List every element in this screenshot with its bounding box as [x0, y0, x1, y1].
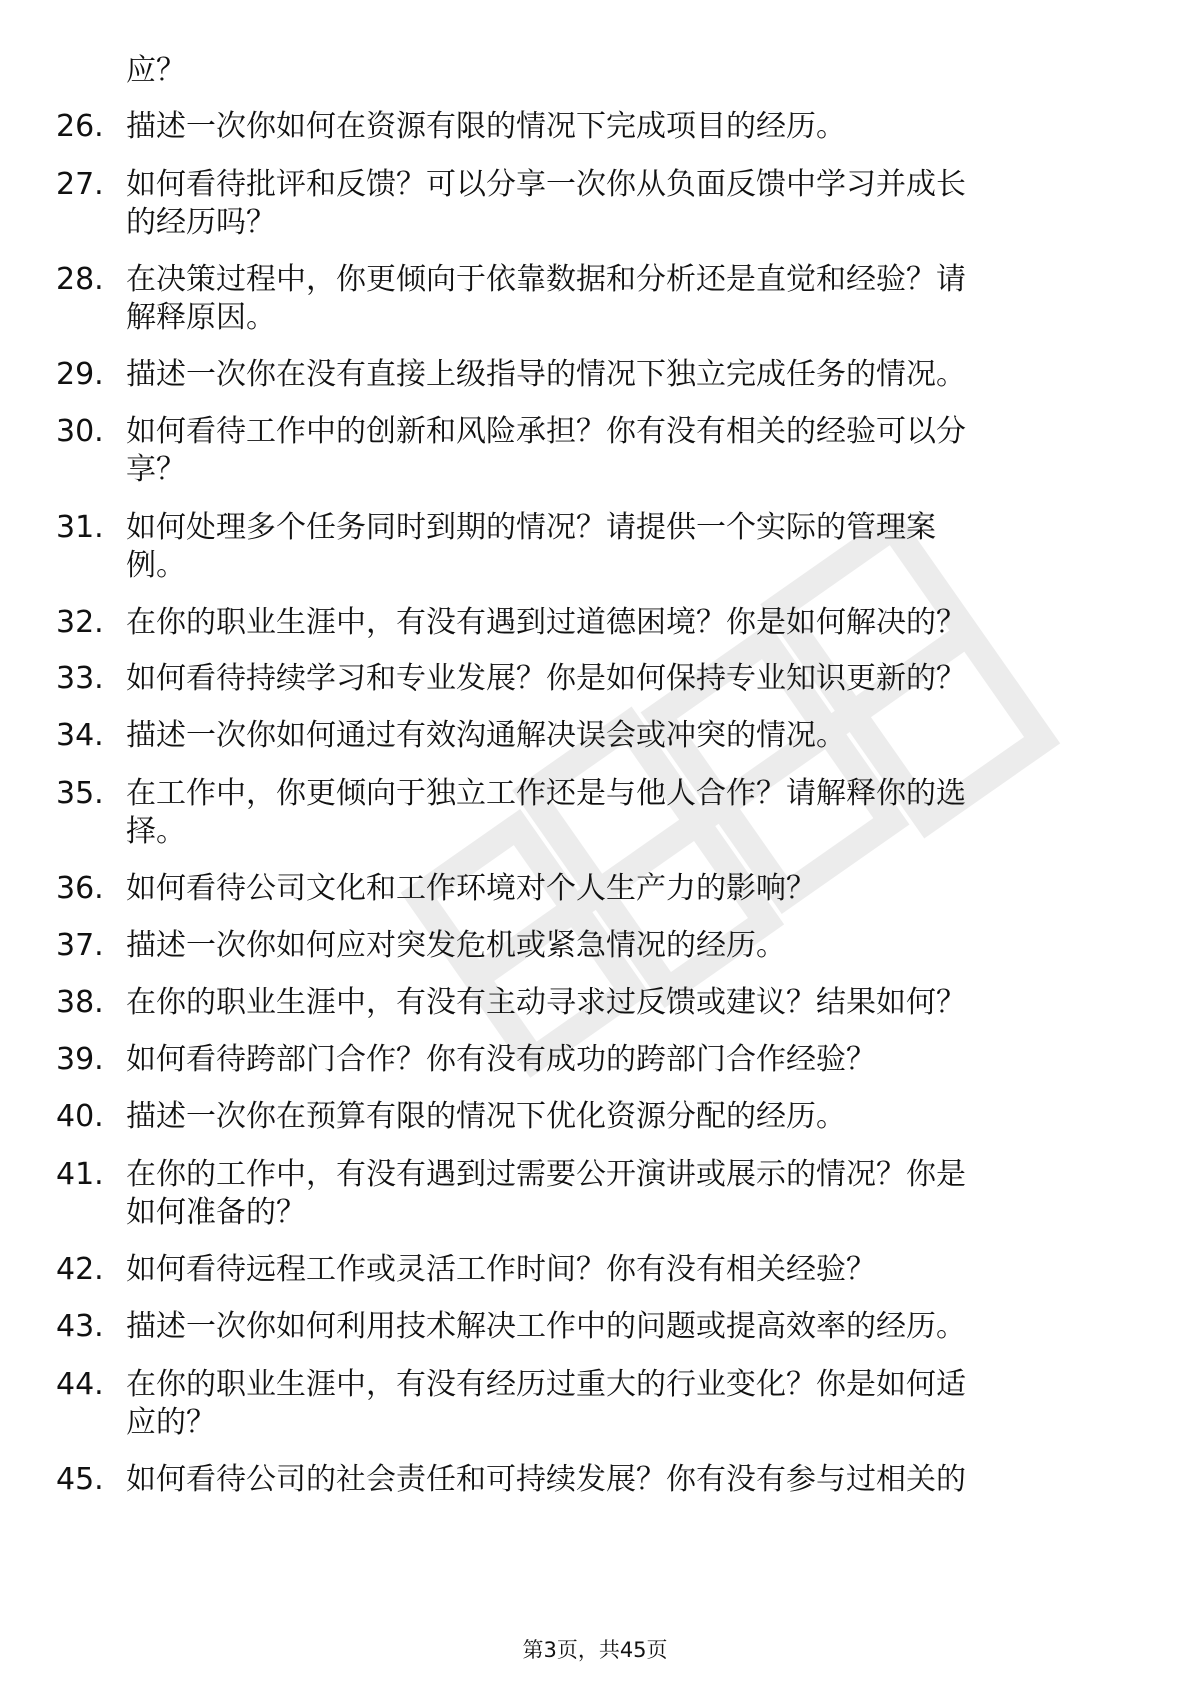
item-number: 45. — [56, 1462, 104, 1497]
item-text-line: 例。 — [126, 548, 186, 583]
item-text-line: 在你的职业生涯中，有没有主动寻求过反馈或建议？结果如何？ — [126, 985, 966, 1020]
item-text-line: 在你的职业生涯中，有没有遇到过道德困境？你是如何解决的？ — [126, 605, 966, 640]
item-text — [126, 1251, 1126, 1289]
item-text-line: 如何看待远程工作或灵活工作时间？你有没有相关经验？ — [126, 1252, 876, 1287]
item-text — [126, 1461, 1126, 1499]
item-text — [126, 1308, 1126, 1346]
item-text-line: 享？ — [126, 452, 186, 487]
item-text — [126, 356, 1126, 394]
item-text-line: 如何看待公司的社会责任和可持续发展？你有没有参与过相关的 — [126, 1462, 966, 1497]
item-text-line: 在工作中，你更倾向于独立工作还是与他人合作？请解释你的选 — [126, 776, 966, 811]
page-footer: 第3页，共45页 — [522, 1638, 668, 1662]
item-text — [126, 413, 1126, 489]
item-text-line: 的经历吗？ — [126, 205, 276, 240]
item-number: 36. — [56, 871, 104, 906]
item-number: 27. — [56, 167, 104, 202]
item-number: 44. — [56, 1367, 104, 1402]
item-number: 39. — [56, 1042, 104, 1077]
item-text-line: 在你的工作中，有没有遇到过需要公开演讲或展示的情况？你是 — [126, 1157, 966, 1192]
item-text — [126, 984, 1126, 1022]
item-number: 43. — [56, 1309, 104, 1344]
item-text-line: 描述一次你在没有直接上级指导的情况下独立完成任务的情况。 — [126, 357, 966, 392]
item-number: 26. — [56, 109, 104, 144]
item-text — [126, 1156, 1126, 1232]
item-text-line: 择。 — [126, 814, 186, 849]
item-number: 33. — [56, 661, 104, 696]
item-text-line: 描述一次你如何通过有效沟通解决误会或冲突的情况。 — [126, 718, 846, 753]
item-text-line: 如何处理多个任务同时到期的情况？请提供一个实际的管理案 — [126, 510, 936, 545]
item-text — [126, 509, 1126, 585]
item-text-line: 在你的职业生涯中，有没有经历过重大的行业变化？你是如何适 — [126, 1367, 966, 1402]
item-text — [126, 604, 1126, 642]
item-number: 28. — [56, 262, 104, 297]
item-text-line: 如何看待公司文化和工作环境对个人生产力的影响？ — [126, 871, 816, 906]
item-text-line: 解释原因。 — [126, 300, 276, 335]
item-text-line: 在决策过程中，你更倾向于依靠数据和分析还是直觉和经验？请 — [126, 262, 966, 297]
item-number: 29. — [56, 357, 104, 392]
item-number: 35. — [56, 776, 104, 811]
item-number: 42. — [56, 1252, 104, 1287]
item-text-line: 如何看待批评和反馈？可以分享一次你从负面反馈中学习并成长 — [126, 167, 966, 202]
item-text-line: 应？ — [126, 53, 186, 88]
item-text — [126, 1041, 1126, 1079]
item-text-line: 描述一次你如何在资源有限的情况下完成项目的经历。 — [126, 109, 846, 144]
item-text-line: 如何看待工作中的创新和风险承担？你有没有相关的经验可以分 — [126, 414, 966, 449]
item-number: 40. — [56, 1099, 104, 1134]
item-number: 41. — [56, 1157, 104, 1192]
item-text — [126, 1366, 1126, 1442]
item-text-line: 如何看待跨部门合作？你有没有成功的跨部门合作经验？ — [126, 1042, 876, 1077]
item-text-line: 描述一次你如何利用技术解决工作中的问题或提高效率的经历。 — [126, 1309, 966, 1344]
item-text-line: 描述一次你如何应对突发危机或紧急情况的经历。 — [126, 928, 786, 963]
item-number: 37. — [56, 928, 104, 963]
item-number: 31. — [56, 510, 104, 545]
item-text — [126, 108, 1126, 146]
item-text — [126, 166, 1126, 242]
item-text — [126, 261, 1126, 337]
item-text — [126, 660, 1126, 698]
item-text — [126, 1098, 1126, 1136]
item-text-line: 如何看待持续学习和专业发展？你是如何保持专业知识更新的？ — [126, 661, 966, 696]
item-text — [126, 717, 1126, 755]
item-number: 30. — [56, 414, 104, 449]
item-text-line: 如何准备的？ — [126, 1195, 306, 1230]
item-number: 34. — [56, 718, 104, 753]
item-text-line: 描述一次你在预算有限的情况下优化资源分配的经历。 — [126, 1099, 846, 1134]
item-text — [126, 775, 1126, 851]
item-text — [126, 927, 1126, 965]
item-number: 38. — [56, 985, 104, 1020]
item-text-line: 应的？ — [126, 1405, 216, 1440]
item-number: 32. — [56, 605, 104, 640]
item-text — [126, 52, 1126, 90]
item-text — [126, 870, 1126, 908]
